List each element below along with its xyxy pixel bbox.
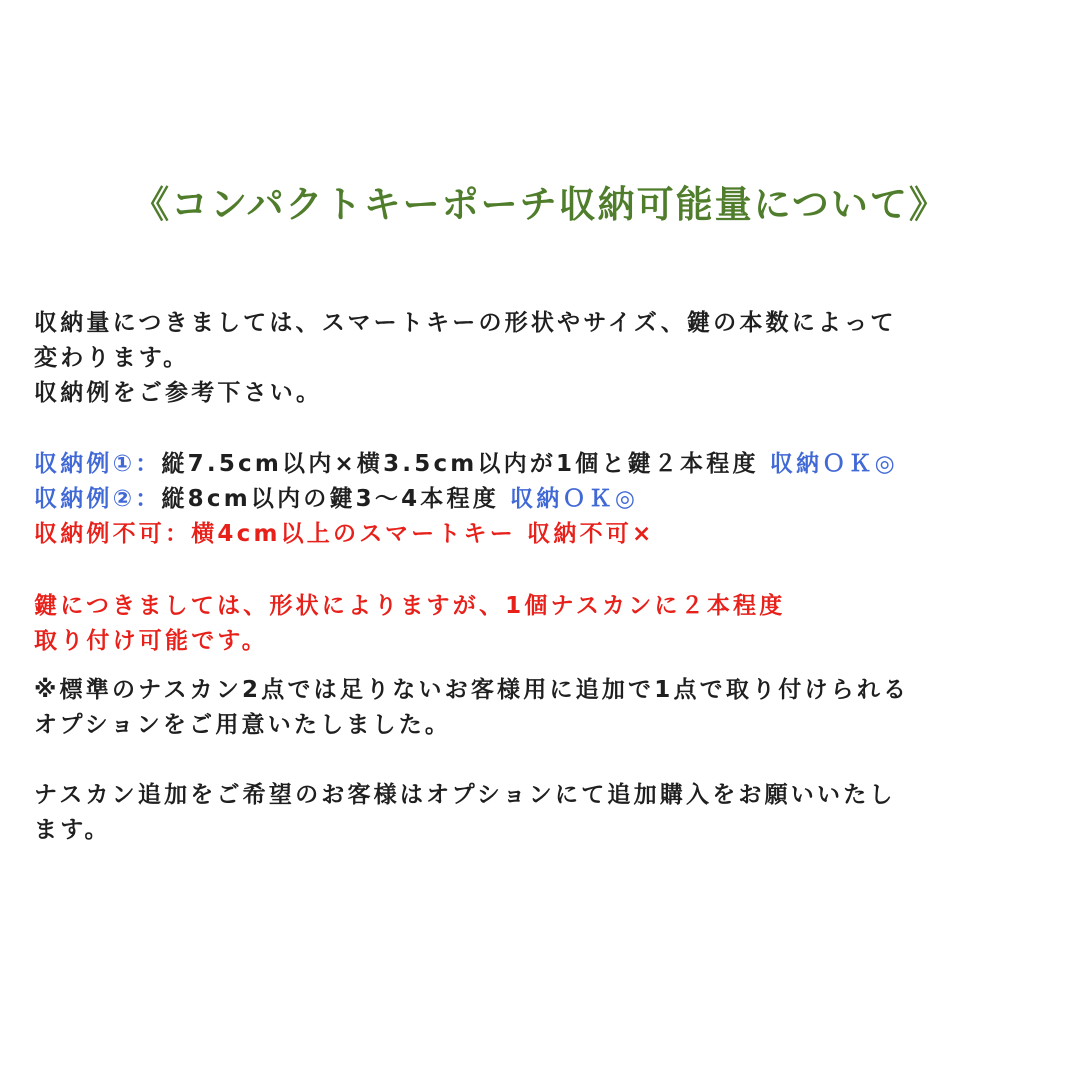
example-ng-row bbox=[34, 517, 1054, 552]
example-ng-desc: 横4cm以上のスマートキー bbox=[191, 521, 516, 547]
example-1-result: 収納ＯＫ◎ bbox=[769, 451, 898, 477]
keys-note-line-2: 取り付け可能です。 bbox=[34, 628, 268, 654]
example-2-result: 収納ＯＫ◎ bbox=[510, 486, 639, 512]
example-ng-result: 収納不可× bbox=[527, 521, 655, 547]
option-note-line-2: オプションをご用意いたしました。 bbox=[34, 712, 452, 738]
example-2-desc: 縦8cm以内の鍵3〜4本程度 bbox=[161, 486, 499, 512]
intro-line-3: 収納例をご参考下さい。 bbox=[34, 380, 323, 406]
example-1-row bbox=[34, 447, 1054, 482]
page-title: 《コンパクトキーポーチ収納可能量について》 bbox=[132, 183, 948, 226]
purchase-note-line-2: ます。 bbox=[34, 817, 111, 843]
example-1-desc: 縦7.5cm以内×横3.5cm以内が1個と鍵２本程度 bbox=[161, 451, 759, 477]
intro-line-2: 変わります。 bbox=[34, 345, 190, 371]
keys-note-line-1: 鍵につきましては、形状によりますが、1個ナスカンに２本程度 bbox=[34, 593, 786, 619]
intro-line-1: 収納量につきましては、スマートキーの形状やサイズ、鍵の本数によって bbox=[34, 310, 897, 336]
content-body bbox=[34, 306, 1054, 848]
option-note-line-1: ※標準のナスカン2点では足りないお客様用に追加で1点で取り付けられる bbox=[34, 677, 910, 703]
purchase-note-line-1: ナスカン追加をご希望のお客様はオプションにて追加購入をお願いいたし bbox=[34, 782, 896, 808]
example-1-label: 収納例①： bbox=[34, 451, 162, 477]
example-ng-label: 収納例不可： bbox=[34, 521, 192, 547]
example-2-label: 収納例②： bbox=[34, 486, 162, 512]
example-2-row bbox=[34, 482, 1054, 517]
